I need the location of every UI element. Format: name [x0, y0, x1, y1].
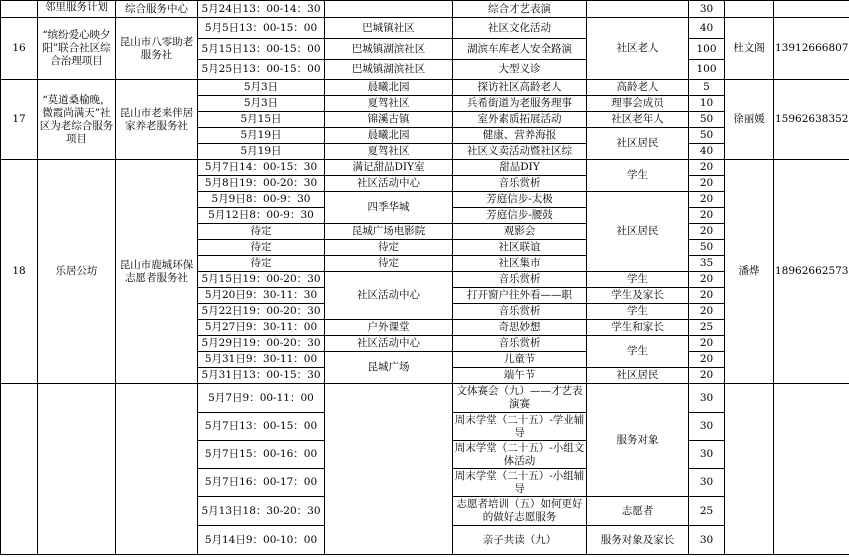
time-cell: 5月5日13：00-15：00	[198, 18, 325, 39]
audience-cell: 学生	[587, 272, 689, 288]
table-row	[1, 384, 849, 413]
time-cell: 5月29日19：00-20：30	[198, 336, 325, 352]
audience-cell: 学生	[587, 160, 689, 192]
count-cell: 30	[689, 441, 725, 469]
activity-cell: 周末学堂（二十五）-小组文体活动	[453, 441, 587, 469]
activity-cell: 周末学堂（二十五）-小组辅导	[453, 469, 587, 497]
time-cell: 5月9日8：00-9：30	[198, 192, 325, 208]
time-cell: 5月20日9：30-11：30	[198, 288, 325, 304]
time-cell: 5月27日9：30-11：00	[198, 320, 325, 336]
place-cell: 社区活动中心	[325, 272, 453, 320]
project-name	[38, 384, 116, 555]
activity-cell: 音乐赏析	[453, 336, 587, 352]
activity-cell: 芳庭信步-腰鼓	[453, 208, 587, 224]
count-cell: 20	[689, 224, 725, 240]
count-cell: 25	[689, 320, 725, 336]
place-cell: 昆城广场	[325, 352, 453, 384]
activity-cell: 芳庭信步-太极	[453, 192, 587, 208]
count-cell: 20	[689, 368, 725, 384]
count-cell: 20	[689, 176, 725, 192]
count-cell: 30	[689, 413, 725, 441]
activity-cell: 湖滨车库老人安全路演	[453, 39, 587, 60]
time-cell: 5月15日13：00-15：00	[198, 39, 325, 60]
place-cell: 四季华城	[325, 192, 453, 224]
audience-cell: 社区老人	[587, 18, 689, 80]
row-number: 17	[1, 80, 38, 160]
time-cell: 待定	[198, 224, 325, 240]
time-cell: 5月15日19：00-20：30	[198, 272, 325, 288]
cell	[1, 1, 38, 18]
contact-name: 潘烨	[725, 160, 774, 384]
count-cell: 30	[689, 526, 725, 555]
audience-cell: 学生	[587, 336, 689, 368]
cell	[725, 1, 774, 18]
place-cell: 晨曦北园	[325, 80, 453, 96]
cell	[587, 1, 689, 18]
activity-cell: 周末学堂（二十五）-学业辅导	[453, 413, 587, 441]
count-cell: 20	[689, 192, 725, 208]
time-cell: 5月14日9：00-10：00	[198, 526, 325, 555]
time-cell: 待定	[198, 256, 325, 272]
place-cell: 巴城镇社区	[325, 18, 453, 39]
contact-phone	[774, 384, 849, 555]
time-cell: 5月31日9：30-11：00	[198, 352, 325, 368]
activity-cell: 奇思妙想	[453, 320, 587, 336]
audience-cell: 理事会成员	[587, 96, 689, 112]
time-cell: 5月7日9：00-11：00	[198, 384, 325, 413]
place-cell: 昆城广场电影院	[325, 224, 453, 240]
activity-cell: 社区联谊	[453, 240, 587, 256]
count-cell: 30	[689, 1, 725, 18]
activity-cell: 探访社区高龄老人	[453, 80, 587, 96]
contact-phone: 18962662573	[774, 160, 849, 384]
project-name: 邻里服务计划	[38, 1, 116, 18]
time-cell: 5月3日	[198, 96, 325, 112]
count-cell: 50	[689, 112, 725, 128]
activity-cell: 综合才艺表演	[453, 1, 587, 18]
org-name: 昆山市老来伴居家养老服务社	[116, 80, 198, 160]
count-cell: 40	[689, 144, 725, 160]
place-cell: 户外课堂	[325, 320, 453, 336]
time-cell: 待定	[198, 240, 325, 256]
place-cell: 巴城镇湖滨社区	[325, 60, 453, 80]
activity-cell: 文体赛会（九）——才艺表演赛	[453, 384, 587, 413]
org-name: 昆山市八零助老服务社	[116, 18, 198, 80]
count-cell: 50	[689, 128, 725, 144]
time-cell: 5月13日18：30-20：30	[198, 497, 325, 526]
count-cell: 20	[689, 336, 725, 352]
place-cell: 社区活动中心	[325, 336, 453, 352]
row-number: 16	[1, 18, 38, 80]
time-cell: 5月19日	[198, 144, 325, 160]
project-name: “缤纷爱心映夕阳”联合社区综合治理项目	[38, 18, 116, 80]
count-cell: 50	[689, 240, 725, 256]
activity-cell: 亲子共读（九）	[453, 526, 587, 555]
audience-cell: 社区居民	[587, 192, 689, 272]
contact-name	[725, 384, 774, 555]
cell	[325, 1, 453, 18]
count-cell: 40	[689, 18, 725, 39]
time-cell: 5月7日14：00-15：30	[198, 160, 325, 176]
count-cell: 30	[689, 384, 725, 413]
activity-cell: 社区义卖活动暨社区综	[453, 144, 587, 160]
time-cell: 5月8日19：00-20：30	[198, 176, 325, 192]
time-cell: 5月12日8：00-9：30	[198, 208, 325, 224]
activity-cell: 音乐赏析	[453, 304, 587, 320]
table-row	[1, 18, 849, 39]
activity-cell: 甜品DIY	[453, 160, 587, 176]
org-name: 综合服务中心	[116, 1, 198, 18]
org-name: 昆山市鹿城环保志愿者服务社	[116, 160, 198, 384]
place-cell: 巴城镇湖滨社区	[325, 39, 453, 60]
time-cell: 5月22日19：00-20：30	[198, 304, 325, 320]
count-cell: 100	[689, 60, 725, 80]
time-cell: 5月3日	[198, 80, 325, 96]
activity-cell: 室外素质拓展活动	[453, 112, 587, 128]
time-cell: 5月31日13：00-15：30	[198, 368, 325, 384]
place-cell: 夏驾社区	[325, 96, 453, 112]
audience-cell: 社区老年人	[587, 112, 689, 128]
audience-cell: 学生	[587, 304, 689, 320]
activity-cell: 大型义诊	[453, 60, 587, 80]
count-cell: 20	[689, 352, 725, 368]
activity-cell: 端午节	[453, 368, 587, 384]
row-number	[1, 384, 38, 555]
activity-cell: 观影会	[453, 224, 587, 240]
activity-cell: 儿童节	[453, 352, 587, 368]
count-cell: 100	[689, 39, 725, 60]
count-cell: 20	[689, 160, 725, 176]
count-cell: 20	[689, 272, 725, 288]
cell	[774, 1, 849, 18]
table-row	[1, 1, 849, 18]
activity-cell: 志愿者培训（五）如何更好的做好志愿服务	[453, 497, 587, 526]
table-row	[1, 160, 849, 176]
place-cell: 满记甜品DIY室	[325, 160, 453, 176]
activity-cell: 健康、营养海报	[453, 128, 587, 144]
audience-cell: 服务对象及家长	[587, 526, 689, 555]
count-cell: 5	[689, 80, 725, 96]
time-cell: 5月19日	[198, 128, 325, 144]
project-name: “莫道桑榆晚，微霞尚满天”社区为老综合服务项目	[38, 80, 116, 160]
activity-cell: 音乐赏析	[453, 176, 587, 192]
place-cell: 晨曦北园	[325, 128, 453, 144]
table-row	[1, 80, 849, 96]
count-cell: 20	[689, 208, 725, 224]
audience-cell: 高龄老人	[587, 80, 689, 96]
place-cell	[325, 384, 453, 555]
org-name	[116, 384, 198, 555]
contact-name: 徐丽媛	[725, 80, 774, 160]
place-cell: 夏驾社区	[325, 144, 453, 160]
place-cell: 社区活动中心	[325, 176, 453, 192]
audience-cell: 社区居民	[587, 368, 689, 384]
audience-cell: 志愿者	[587, 497, 689, 526]
contact-name: 杜文阁	[725, 18, 774, 80]
activity-cell: 打开窗户往外看——职	[453, 288, 587, 304]
audience-cell: 服务对象	[587, 384, 689, 497]
count-cell: 20	[689, 304, 725, 320]
project-name: 乐居公坊	[38, 160, 116, 384]
count-cell: 35	[689, 256, 725, 272]
contact-phone: 13912666807	[774, 18, 849, 80]
audience-cell: 学生和家长	[587, 320, 689, 336]
activity-cell: 兵希街道为老服务理事	[453, 96, 587, 112]
time-cell: 5月24日13：00-14：30	[198, 1, 325, 18]
contact-phone: 15962638352	[774, 80, 849, 160]
audience-cell: 社区居民	[587, 128, 689, 160]
count-cell: 25	[689, 497, 725, 526]
count-cell: 30	[689, 469, 725, 497]
activity-cell: 音乐赏析	[453, 272, 587, 288]
place-cell: 待定	[325, 256, 453, 272]
time-cell: 5月7日15：00-16：00	[198, 441, 325, 469]
time-cell: 5月7日13：00-15：00	[198, 413, 325, 441]
count-cell: 20	[689, 288, 725, 304]
activity-cell: 社区文化活动	[453, 18, 587, 39]
time-cell: 5月15日	[198, 112, 325, 128]
activity-cell: 社区集市	[453, 256, 587, 272]
time-cell: 5月25日13：00-15：00	[198, 60, 325, 80]
time-cell: 5月7日16：00-17：00	[198, 469, 325, 497]
place-cell: 待定	[325, 240, 453, 256]
row-number: 18	[1, 160, 38, 384]
audience-cell: 学生及家长	[587, 288, 689, 304]
count-cell: 10	[689, 96, 725, 112]
place-cell: 锦溪古镇	[325, 112, 453, 128]
